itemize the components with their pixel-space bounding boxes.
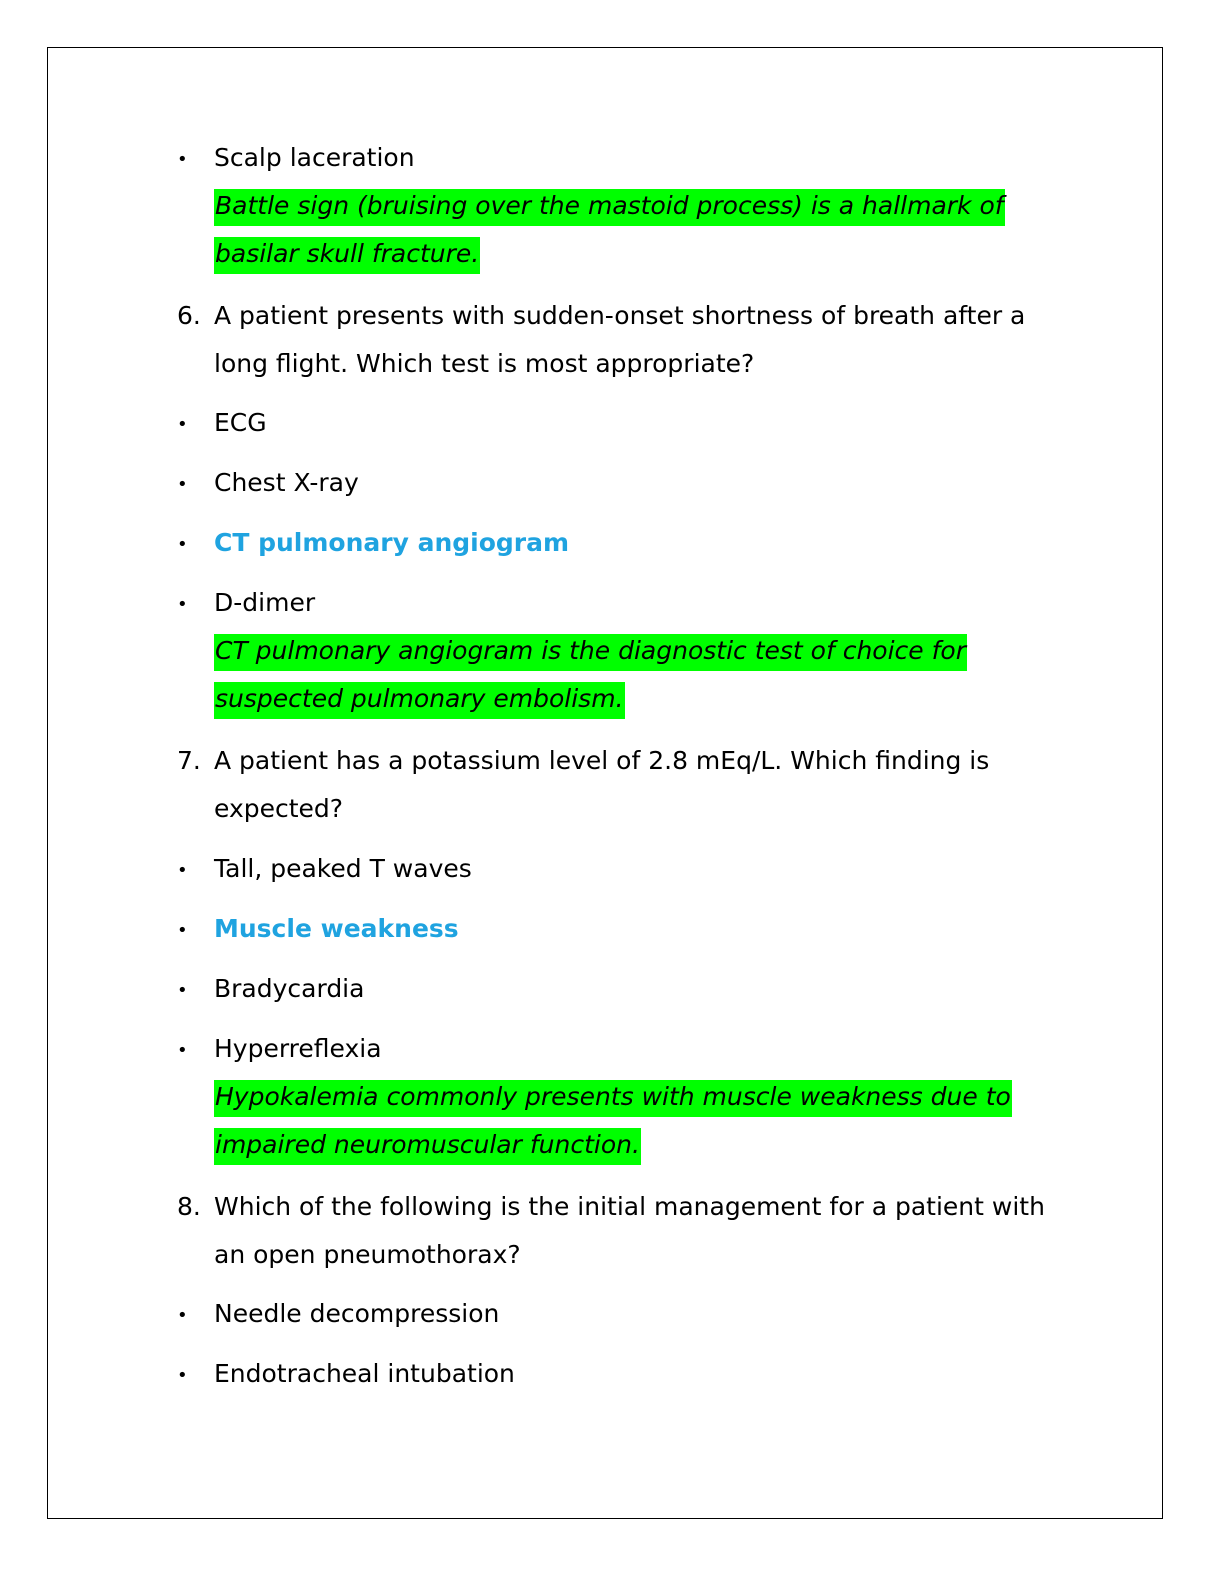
option-endotracheal-intubation: Endotracheal intubation — [214, 1359, 515, 1388]
option-bradycardia: Bradycardia — [214, 974, 365, 1003]
rationale-highlight: basilar skull fracture. — [214, 237, 480, 274]
rationale-line — [214, 684, 625, 714]
bullet: • — [177, 474, 188, 495]
rationale-highlight: Hypokalemia commonly presents with muscle weakness due to — [214, 1080, 1012, 1117]
rationale-line — [214, 239, 480, 269]
bullet: • — [177, 1305, 188, 1326]
bullet: • — [177, 1040, 188, 1061]
option-ct-pulmonary-angiogram-correct: CT pulmonary angiogram — [214, 528, 570, 557]
question-text: long flight. Which test is most appropriate? — [214, 349, 755, 378]
option-needle-decompression: Needle decompression — [214, 1299, 500, 1328]
bullet: • — [177, 594, 188, 615]
question-text: expected? — [214, 794, 344, 823]
rationale-highlight: suspected pulmonary embolism. — [214, 682, 625, 719]
rationale-highlight: impaired neuromuscular function. — [214, 1128, 641, 1165]
option-chest-xray: Chest X-ray — [214, 468, 359, 497]
option-ecg: ECG — [214, 408, 267, 437]
question-text: an open pneumothorax? — [214, 1240, 521, 1269]
bullet: • — [177, 860, 188, 881]
question-text: A patient presents with sudden-onset shortness of breath after a — [214, 301, 1026, 330]
option-hyperreflexia: Hyperreflexia — [214, 1034, 382, 1063]
bullet: • — [177, 980, 188, 1001]
bullet: • — [177, 149, 188, 170]
rationale-highlight: CT pulmonary angiogram is the diagnostic test of choice for — [214, 634, 967, 671]
rationale-line — [214, 636, 967, 666]
question-number: 7. — [177, 746, 201, 775]
rationale-line — [214, 191, 1005, 221]
rationale-line — [214, 1130, 641, 1160]
bullet: • — [177, 1365, 188, 1386]
bullet: • — [177, 920, 188, 941]
option-tall-peaked-t-waves: Tall, peaked T waves — [214, 854, 472, 883]
question-text: Which of the following is the initial management for a patient with — [214, 1192, 1045, 1221]
question-text: A patient has a potassium level of 2.8 mEq/L. Which finding is — [214, 746, 990, 775]
bullet: • — [177, 414, 188, 435]
rationale-line — [214, 1082, 1012, 1112]
rationale-highlight: Battle sign (bruising over the mastoid process) is a hallmark of — [214, 189, 1005, 226]
option-muscle-weakness-correct: Muscle weakness — [214, 914, 459, 943]
question-number: 8. — [177, 1192, 201, 1221]
bullet: • — [177, 534, 188, 555]
option-d-dimer: D-dimer — [214, 588, 316, 617]
question-number: 6. — [177, 301, 201, 330]
option-scalp-laceration: Scalp laceration — [214, 143, 415, 172]
